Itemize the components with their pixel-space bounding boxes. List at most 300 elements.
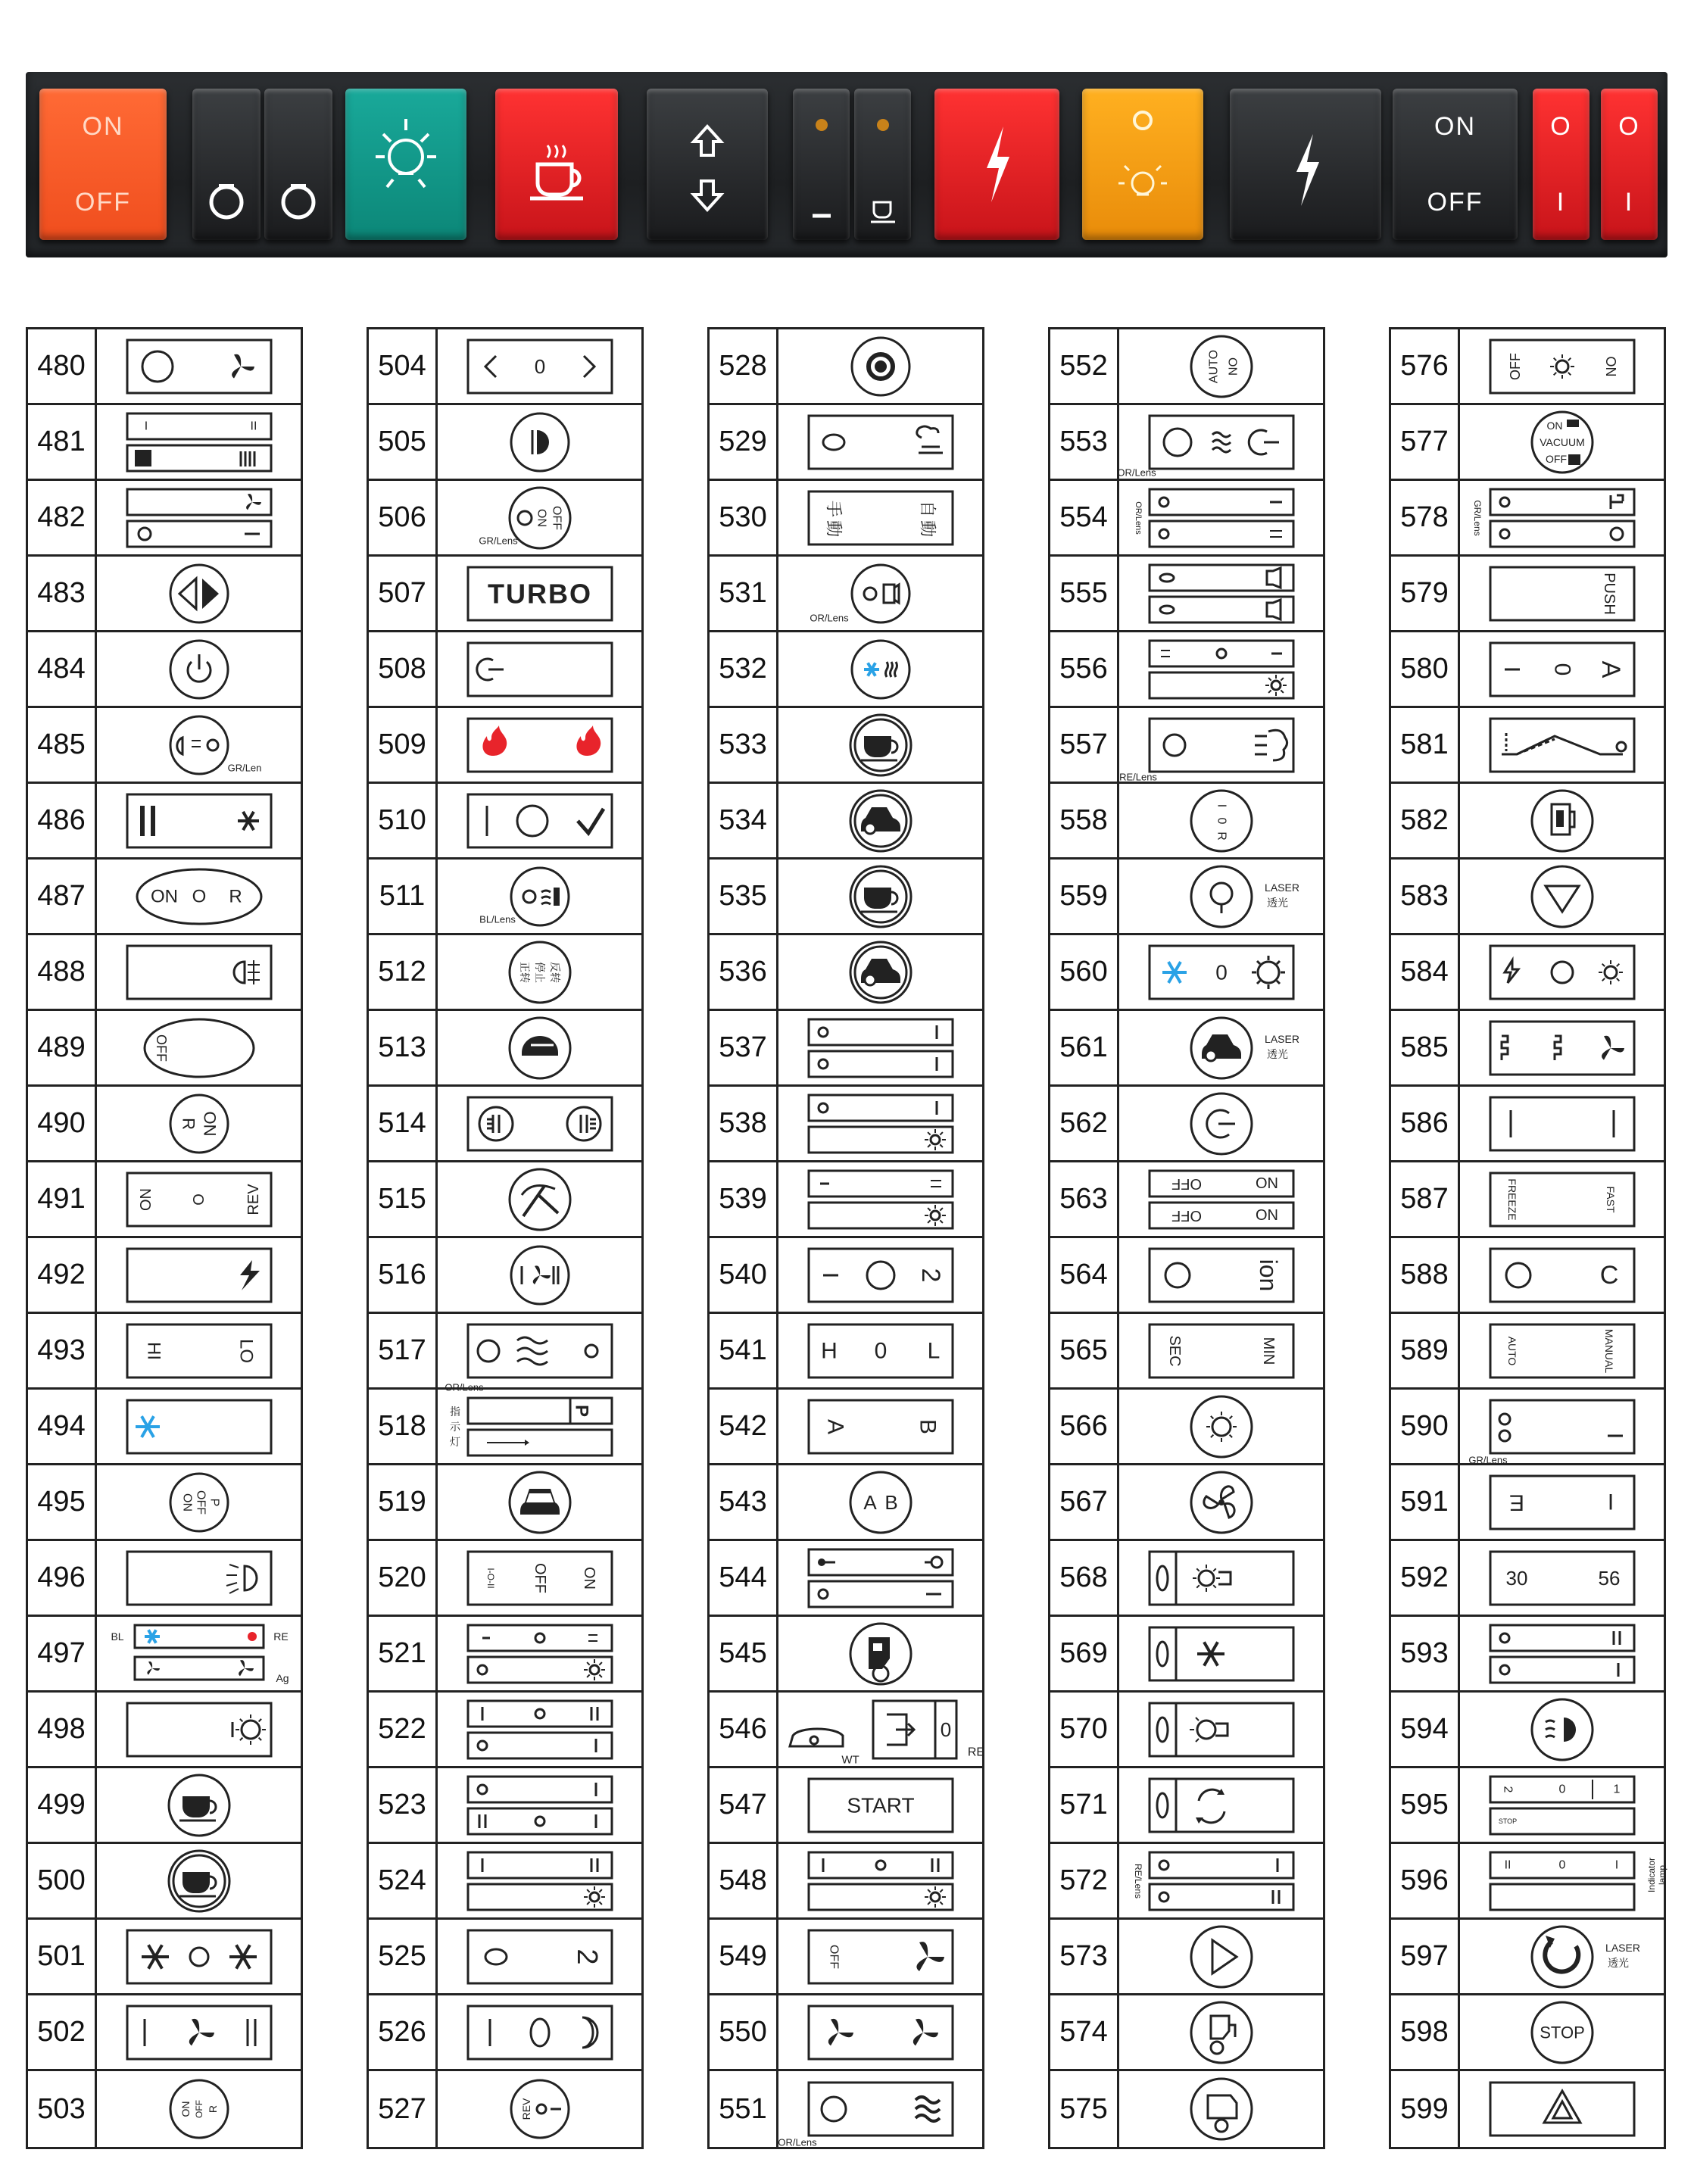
symbol-text: OFF	[1171, 1175, 1202, 1192]
part-number: 529	[710, 405, 778, 479]
symbol-text: OFF	[1171, 1206, 1202, 1224]
auto-on-icon	[1123, 330, 1320, 403]
switch-symbol	[1119, 1693, 1323, 1766]
catalog-row	[369, 1768, 641, 1844]
fan-circle-icon	[441, 1239, 638, 1312]
part-number: 551	[710, 2071, 778, 2147]
part-number: 589	[1391, 1314, 1460, 1387]
off-fan-icon	[782, 1920, 979, 1993]
fuel-circle-icon	[782, 1618, 979, 1690]
symbol-text: ON	[1546, 419, 1562, 432]
symbol-text: Indicator	[1646, 1857, 1657, 1892]
part-number: 591	[1391, 1465, 1460, 1539]
catalog-row	[28, 1465, 301, 1541]
switch-symbol	[438, 557, 641, 630]
symbol-text: ON	[535, 508, 548, 527]
symbol-text: FAST	[1604, 1185, 1617, 1213]
catalog-row	[369, 1390, 641, 1465]
switch-symbol	[778, 1465, 982, 1539]
part-number: 583	[1391, 860, 1460, 933]
amber-lamp-switch	[1082, 89, 1203, 240]
part-number: 483	[28, 557, 97, 630]
catalog-row	[1391, 329, 1664, 405]
part-number: 582	[1391, 784, 1460, 857]
catalog-row	[1050, 708, 1323, 784]
red-lightning-switch	[934, 89, 1059, 240]
key-bulb-icon	[782, 1542, 979, 1615]
symbol-text: 正转	[518, 961, 531, 983]
dash-o-2-icon	[782, 1239, 979, 1312]
switch-symbol	[97, 1768, 301, 1842]
standby-circle-icon	[1123, 1087, 1320, 1160]
part-number: 595	[1391, 1768, 1460, 1842]
lamp-bright-icon	[101, 1693, 298, 1766]
vacuum-icon	[1464, 406, 1661, 479]
catalog-row	[1391, 405, 1664, 481]
switch-symbol	[1460, 784, 1664, 857]
catalog-row	[1050, 860, 1323, 935]
ac-fan-dual-icon	[101, 1618, 298, 1690]
switch-symbol	[438, 1768, 641, 1842]
switch-symbol	[778, 1011, 982, 1084]
symbol-text: 自	[918, 500, 937, 517]
switch-symbol	[778, 784, 982, 857]
catalog-row	[710, 1087, 982, 1162]
switch-symbol	[438, 481, 641, 554]
laser-rotate-icon	[1464, 1920, 1661, 1993]
part-number: 484	[28, 632, 97, 706]
symbol-text: AUTO	[1505, 1336, 1518, 1365]
part-number: 558	[1050, 784, 1119, 857]
switch-on-label: ON	[1434, 111, 1476, 141]
switch-symbol	[438, 1087, 641, 1160]
part-number: 553	[1050, 405, 1119, 479]
switch-off-label: OFF	[75, 187, 131, 217]
symbol-text: OR/Lens	[444, 1381, 484, 1393]
catalog-row	[28, 2071, 301, 2147]
catalog-row	[1050, 935, 1323, 1011]
part-number: 559	[1050, 860, 1119, 933]
catalog-row	[1391, 1011, 1664, 1087]
switch-symbol	[97, 405, 301, 479]
switch-symbol	[1460, 1011, 1664, 1084]
switch-symbol	[438, 1011, 641, 1084]
symbol-text: OFF	[1545, 452, 1567, 465]
headlamp-icon	[101, 1542, 298, 1615]
catalog-row	[369, 935, 641, 1011]
part-number: 513	[369, 1011, 438, 1084]
switch-symbol	[1119, 935, 1323, 1009]
switch-symbol	[438, 935, 641, 1009]
switch-symbol	[97, 1920, 301, 1993]
part-number: 592	[1391, 1541, 1460, 1615]
symbol-text: MIN	[1259, 1337, 1277, 1365]
part-number: 501	[28, 1920, 97, 1993]
double-arrow-circle-icon	[101, 557, 298, 630]
part-number: 533	[710, 708, 778, 782]
switch-symbol	[1460, 2071, 1664, 2147]
catalog-row	[1391, 1768, 1664, 1844]
black-ring-switch	[192, 89, 260, 240]
symbol-text: LASER	[1264, 1032, 1299, 1045]
symbol-text: LASER	[1605, 1941, 1640, 1954]
part-number: 507	[369, 557, 438, 630]
switch-symbol	[778, 632, 982, 706]
part-number: 500	[28, 1844, 97, 1917]
part-number: 532	[710, 632, 778, 706]
symbol-text: 0	[1549, 663, 1574, 675]
symbol-text: P	[207, 1498, 220, 1506]
h-o-l-icon	[782, 1315, 979, 1387]
part-number: 574	[1050, 1995, 1119, 2069]
swirl-icon	[782, 330, 979, 403]
catalog-row	[28, 1617, 301, 1693]
switch-symbol	[438, 1844, 641, 1917]
catalog-row	[369, 1162, 641, 1238]
switch-symbol	[778, 2071, 982, 2147]
switch-symbol	[1460, 708, 1664, 782]
o-defrost-icon	[1118, 709, 1320, 782]
switch-symbol	[97, 1314, 301, 1387]
switch-symbol	[438, 1465, 641, 1539]
black-indicator-switch-2	[854, 89, 911, 240]
or-lens-two-row-icon	[1123, 482, 1320, 554]
part-number: 492	[28, 1238, 97, 1312]
catalog-row	[710, 1011, 982, 1087]
part-number: 485	[28, 708, 97, 782]
switch-symbol	[1460, 1844, 1667, 1917]
switch-on-label: ON	[82, 111, 124, 141]
symbol-text: B	[884, 1490, 898, 1514]
symbol-text: GR/Lens	[478, 535, 518, 546]
symbol-text: WT	[841, 1753, 859, 1766]
catalog-row	[28, 632, 301, 708]
part-number: 519	[369, 1465, 438, 1539]
symbol-text: OFF	[193, 2100, 204, 2118]
symbol-text: 透光	[1266, 1047, 1288, 1060]
symbol-text: OFF	[550, 505, 563, 530]
switch-i-label: I	[1624, 187, 1634, 217]
left-0-right-icon	[441, 330, 638, 403]
switch-symbol	[778, 1995, 982, 2069]
part-number: 569	[1050, 1617, 1119, 1690]
symbol-text: I	[1607, 1490, 1614, 1515]
start-label	[782, 1769, 979, 1842]
part-number: 539	[710, 1162, 778, 1236]
catalog-row	[1050, 1390, 1323, 1465]
symbol-text: 56	[1598, 1566, 1620, 1590]
symbol-text: C	[1599, 1260, 1618, 1290]
symbol-text: OFF	[827, 1944, 840, 1969]
snow-0-sun-icon	[1123, 936, 1320, 1009]
symbol-text: ON	[137, 1187, 154, 1211]
part-number: 549	[710, 1920, 778, 1993]
part-number: 535	[710, 860, 778, 933]
catalog-row	[28, 1693, 301, 1768]
i-o-ii-lamp-icon	[782, 1845, 979, 1917]
switch-symbol	[1119, 1011, 1323, 1084]
part-number: 511	[369, 860, 438, 933]
catalog-row	[710, 1617, 982, 1693]
catalog-row	[369, 708, 641, 784]
on-off-circle-icon	[441, 482, 638, 554]
symbol-text: GR/Lens	[1468, 1454, 1508, 1465]
switch-symbol	[1119, 481, 1323, 554]
symbol-text: 1	[1613, 1783, 1620, 1796]
o-ii-o-i-icon	[1464, 1618, 1661, 1690]
symbol-text: REV	[245, 1183, 262, 1215]
part-number: 576	[1391, 329, 1460, 403]
o-bulb-icon	[1123, 1693, 1320, 1766]
ramp-icon	[1464, 709, 1661, 782]
catalog-row	[1050, 1920, 1323, 1995]
car-large-icon	[441, 1466, 638, 1539]
symbol-text: R	[1215, 831, 1228, 841]
catalog-row	[1050, 405, 1323, 481]
part-number: 557	[1050, 708, 1119, 782]
symbol-text: 0	[1215, 817, 1228, 824]
part-number: 584	[1391, 935, 1460, 1009]
switch-o-label: O	[1550, 111, 1572, 141]
turbo-label	[441, 557, 638, 630]
symbol-text: 動	[918, 519, 937, 537]
catalog-row	[1391, 708, 1664, 784]
catalog-row	[28, 1541, 301, 1617]
symbol-text: GR/Len	[227, 762, 261, 773]
catalog-row	[28, 708, 301, 784]
switch-symbol	[1119, 1465, 1323, 1539]
catalog-row	[1050, 1768, 1323, 1844]
switch-symbol	[778, 329, 982, 403]
symbol-text: 0	[1558, 1783, 1565, 1796]
off-on-two-row-icon	[1123, 1163, 1320, 1236]
catalog-row	[1391, 1995, 1664, 2071]
catalog-row	[369, 481, 641, 557]
switch-symbol	[1460, 1465, 1664, 1539]
gr-lens-two-row-icon	[1464, 482, 1661, 554]
switch-symbol	[438, 329, 641, 403]
catalog-row	[1391, 1087, 1664, 1162]
switch-symbol	[97, 329, 301, 403]
cup-circle-icon	[782, 709, 979, 782]
switch-symbol	[1119, 329, 1323, 403]
freeze-fast-icon	[1464, 1163, 1661, 1236]
part-number: 585	[1391, 1011, 1460, 1084]
part-number: 482	[28, 481, 97, 554]
lamp-icon	[360, 104, 451, 225]
part-number: 504	[369, 329, 438, 403]
symbol-text: 指	[449, 1405, 460, 1418]
switch-symbol	[1460, 405, 1664, 479]
switch-symbol	[97, 1541, 301, 1615]
switch-symbol	[438, 708, 641, 782]
part-number: 550	[710, 1995, 778, 2069]
part-number: 572	[1050, 1844, 1119, 1917]
fan-pair-icon	[782, 1996, 979, 2069]
snow-heat-icon	[782, 633, 979, 706]
up-down-arrow-icon	[677, 96, 738, 232]
switch-symbol	[1119, 708, 1323, 782]
switch-symbol	[97, 708, 301, 782]
catalog-row	[1391, 860, 1664, 935]
dash-0-a-icon	[1464, 633, 1661, 706]
symbol-text: RE	[273, 1630, 289, 1643]
symbol-text: RE/Lens	[1132, 1863, 1143, 1899]
switch-symbol	[1119, 1920, 1323, 1993]
cup-icon	[101, 1769, 298, 1842]
part-number: 597	[1391, 1920, 1460, 1993]
switch-symbol	[778, 1314, 982, 1387]
headlamp-circle-icon	[1464, 1693, 1661, 1766]
switch-symbol	[438, 860, 641, 933]
i-i-icon	[1464, 1087, 1661, 1160]
catalog-row	[369, 784, 641, 860]
switch-symbol	[97, 1011, 301, 1084]
orange-on-off-switch	[39, 89, 167, 240]
fog-light-icon	[101, 936, 298, 1009]
switch-symbol	[1119, 1238, 1323, 1312]
symbol-text: P	[571, 1404, 591, 1417]
symbol-text: L	[927, 1338, 940, 1363]
switch-symbol	[778, 1238, 982, 1312]
switch-symbol	[97, 1995, 301, 2069]
part-number: 561	[1050, 1011, 1119, 1084]
switch-symbol	[1119, 1390, 1323, 1463]
part-number: 575	[1050, 2071, 1119, 2147]
part-number: 540	[710, 1238, 778, 1312]
catalog-row	[28, 1844, 301, 1920]
symbol-text: ion	[1254, 1259, 1282, 1291]
symbol-text: OR/Lens	[809, 612, 849, 623]
part-number: 538	[710, 1087, 778, 1160]
star-o-star-icon	[101, 1920, 298, 1993]
part-number: 586	[1391, 1087, 1460, 1160]
symbol-text: E	[1508, 1490, 1524, 1515]
o-wave-standby-icon	[1116, 406, 1320, 479]
catalog-row	[1050, 1617, 1323, 1693]
part-number: 497	[28, 1617, 97, 1690]
catalog-row	[28, 1162, 301, 1238]
red-rocker-switch-2	[1601, 89, 1658, 240]
part-number: 590	[1391, 1390, 1460, 1463]
part-number: 503	[28, 2071, 97, 2147]
switch-symbol	[97, 1693, 301, 1766]
two-row-icon	[441, 1769, 638, 1842]
symbol-text: MANUAL	[1602, 1328, 1615, 1373]
symbol-text: LO	[236, 1338, 256, 1363]
part-number: 496	[28, 1541, 97, 1615]
part-number: 598	[1391, 1995, 1460, 2069]
three-pos-dash-icon	[1123, 633, 1320, 706]
switch-symbol	[778, 481, 982, 554]
part-number: 495	[28, 1465, 97, 1539]
catalog-row	[1391, 1541, 1664, 1617]
part-number: 587	[1391, 1162, 1460, 1236]
part-number: 518	[369, 1390, 438, 1463]
switch-symbol	[1460, 1768, 1664, 1842]
part-number: 521	[369, 1617, 438, 1690]
black-arrow-switch	[647, 89, 768, 240]
part-number: 520	[369, 1541, 438, 1615]
part-number: 566	[1050, 1390, 1119, 1463]
cup-filled-icon	[101, 1845, 298, 1917]
lamp-icon	[1097, 96, 1188, 232]
catalog-row	[710, 1390, 982, 1465]
circle-flower-icon	[101, 330, 298, 403]
standby-icon	[441, 633, 638, 706]
switch-symbol	[778, 1087, 982, 1160]
switch-photo-banner	[26, 72, 1667, 257]
part-number: 516	[369, 1238, 438, 1312]
part-number: 548	[710, 1844, 778, 1917]
symbol-text: VACUUM	[1539, 435, 1585, 448]
wiper-icon	[441, 1163, 638, 1236]
catalog-row	[369, 1693, 641, 1768]
three-pos-lamp-icon	[441, 1618, 638, 1690]
catalog-row	[710, 860, 982, 935]
two-row-o-i-icon	[782, 1012, 979, 1084]
switch-symbol	[1119, 1617, 1323, 1690]
symbol-text: OR/Lens	[1133, 501, 1143, 535]
off-oval-icon	[101, 1012, 298, 1084]
catalog-row	[710, 2071, 982, 2147]
symbol-text: OFF	[1507, 352, 1523, 380]
catalog-row	[1050, 2071, 1323, 2147]
teal-lamp-switch	[345, 89, 466, 240]
switch-symbol	[1119, 1541, 1323, 1615]
three-pos-icon	[441, 1693, 638, 1766]
symbol-text: OFF	[194, 1490, 207, 1515]
i-ii-lamp-icon	[441, 1845, 638, 1917]
switch-symbol	[778, 708, 982, 782]
switch-symbol	[1119, 1844, 1323, 1917]
symbol-text: R	[179, 1117, 198, 1130]
part-number: 517	[369, 1314, 438, 1387]
part-number: 599	[1391, 2071, 1460, 2147]
switch-symbol	[97, 1238, 301, 1312]
part-number: 545	[710, 1617, 778, 1690]
a-b-circle-icon	[782, 1466, 979, 1539]
catalog-row	[1391, 1844, 1667, 1920]
switch-symbol	[438, 1314, 641, 1393]
switch-symbol	[1116, 405, 1323, 479]
part-number: 573	[1050, 1920, 1119, 1993]
catalog-row	[1050, 481, 1323, 557]
black-lightning-switch	[1230, 89, 1381, 240]
symbol-text: BL	[110, 1630, 124, 1643]
symbol-text: I	[1614, 1858, 1618, 1871]
catalog-row	[1050, 557, 1323, 632]
symbol-text: R	[206, 2104, 219, 2114]
catalog-row	[710, 481, 982, 557]
part-number: 579	[1391, 557, 1460, 630]
symbol-text: 0	[534, 354, 545, 378]
i-o-moon-icon	[441, 1996, 638, 2069]
catalog-row	[28, 1314, 301, 1390]
catalog-column-1	[26, 327, 303, 2149]
catalog-row	[710, 1995, 982, 2071]
part-number: 512	[369, 935, 438, 1009]
symbol-text: A	[1596, 660, 1625, 678]
catalog-row	[1391, 481, 1664, 557]
switch-symbol	[778, 1920, 982, 1993]
catalog-row	[1391, 784, 1664, 860]
switch-symbol	[1460, 632, 1664, 706]
catalog-row	[1050, 1314, 1323, 1390]
catalog-row	[1391, 1617, 1664, 1693]
catalog-row	[28, 557, 301, 632]
on-o-rev-icon	[101, 1163, 298, 1236]
